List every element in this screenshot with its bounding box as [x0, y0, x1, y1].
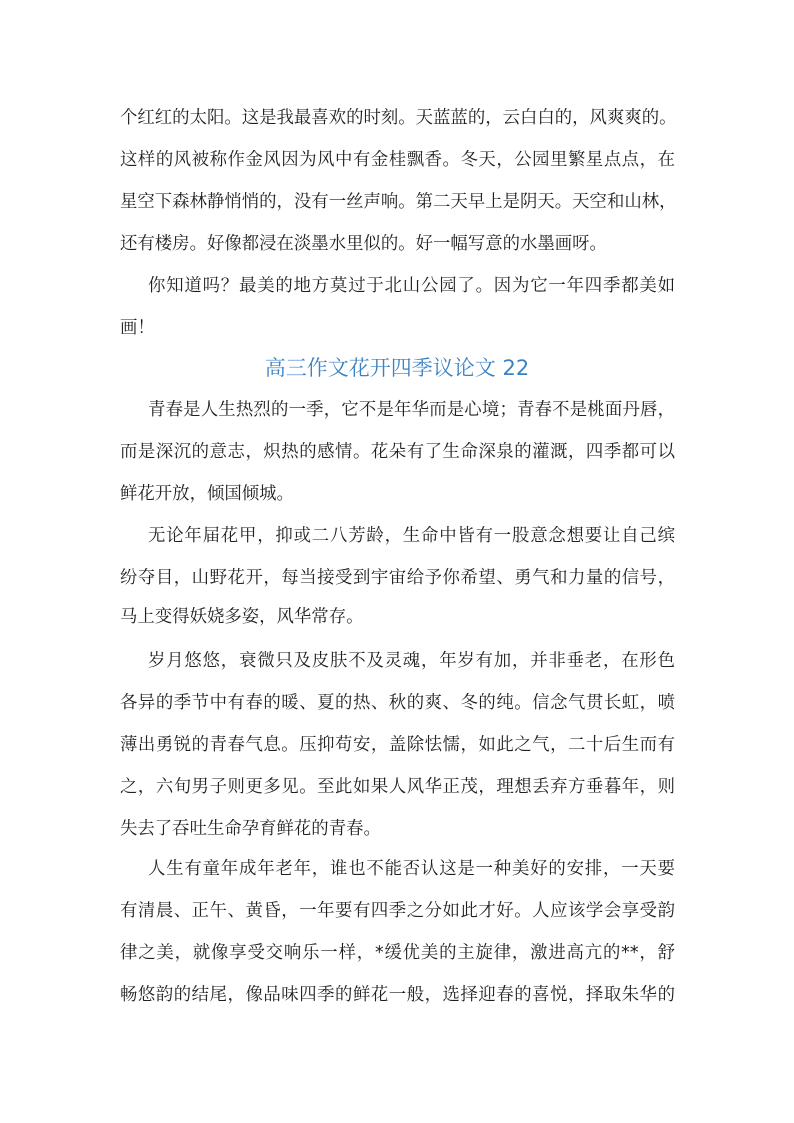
paragraph-line: 青春是人生热烈的一季，它不是年华而是心境；青春不是桃面丹唇，: [148, 400, 675, 420]
paragraph-line: 鲜花开放，倾国倾城。: [120, 484, 294, 504]
paragraph-line: 人生有童年成年老年，谁也不能否认这是一种美好的安排，一天要: [148, 859, 675, 879]
paragraph-line: 还有楼房。好像都浸在淡墨水里似的。好一幅写意的水墨画呀。: [120, 234, 607, 254]
paragraph-line: 岁月悠悠，衰微只及皮肤不及灵魂，年岁有加，并非垂老，在形色: [148, 651, 675, 671]
paragraph-line: 畅悠韵的结尾，像品味四季的鲜花一般，选择迎春的喜悦，择取朱华的: [120, 985, 675, 1005]
paragraph-line: 律之美，就像享受交响乐一样，*缓优美的主旋律，激进高亢的**，舒: [120, 943, 675, 963]
paragraph-line: 薄出勇锐的青春气息。压抑苟安，盖除怯懦，如此之气，二十后生而有: [120, 735, 675, 755]
paragraph-line: 有清晨、正午、黄昏，一年要有四季之分如此才好。人应该学会享受韵: [120, 901, 675, 921]
paragraph-line: 个红红的太阳。这是我最喜欢的时刻。天蓝蓝的，云白白的，风爽爽的。: [120, 108, 677, 128]
paragraph-line: 纷夺目，山野花开，每当接受到宇宙给予你希望、勇气和力量的信号，: [120, 568, 675, 588]
paragraph-line: 你知道吗？最美的地方莫过于北山公园了。因为它一年四季都美如: [148, 276, 675, 296]
paragraph-line: 星空下森林静悄悄的，没有一丝声响。第二天早上是阴天。天空和山林，: [120, 192, 677, 212]
paragraph-line: 这样的风被称作金风因为风中有金桂飘香。冬天，公园里繁星点点，在: [120, 150, 675, 170]
paragraph-line: 而是深沉的意志，炽热的感情。花朵有了生命深泉的灌溉，四季都可以: [120, 442, 675, 462]
paragraph-line: 画！: [120, 318, 155, 338]
paragraph-line: 无论年届花甲，抑或二八芳龄，生命中皆有一股意念想要让自己缤: [148, 526, 675, 546]
paragraph-line: 马上变得妖娆多姿，风华常存。: [120, 607, 364, 627]
paragraph-line: 各异的季节中有春的暖、夏的热、秋的爽、冬的纯。信念气贯长虹，喷: [120, 693, 675, 713]
section-title: 高三作文花开四季议论文 22: [264, 356, 530, 380]
paragraph-line: 之，六旬男子则更多见。至此如果人风华正茂，理想丢弃方垂暮年，则: [120, 777, 675, 797]
paragraph-line: 失去了吞吐生命孕育鲜花的青春。: [120, 819, 381, 839]
